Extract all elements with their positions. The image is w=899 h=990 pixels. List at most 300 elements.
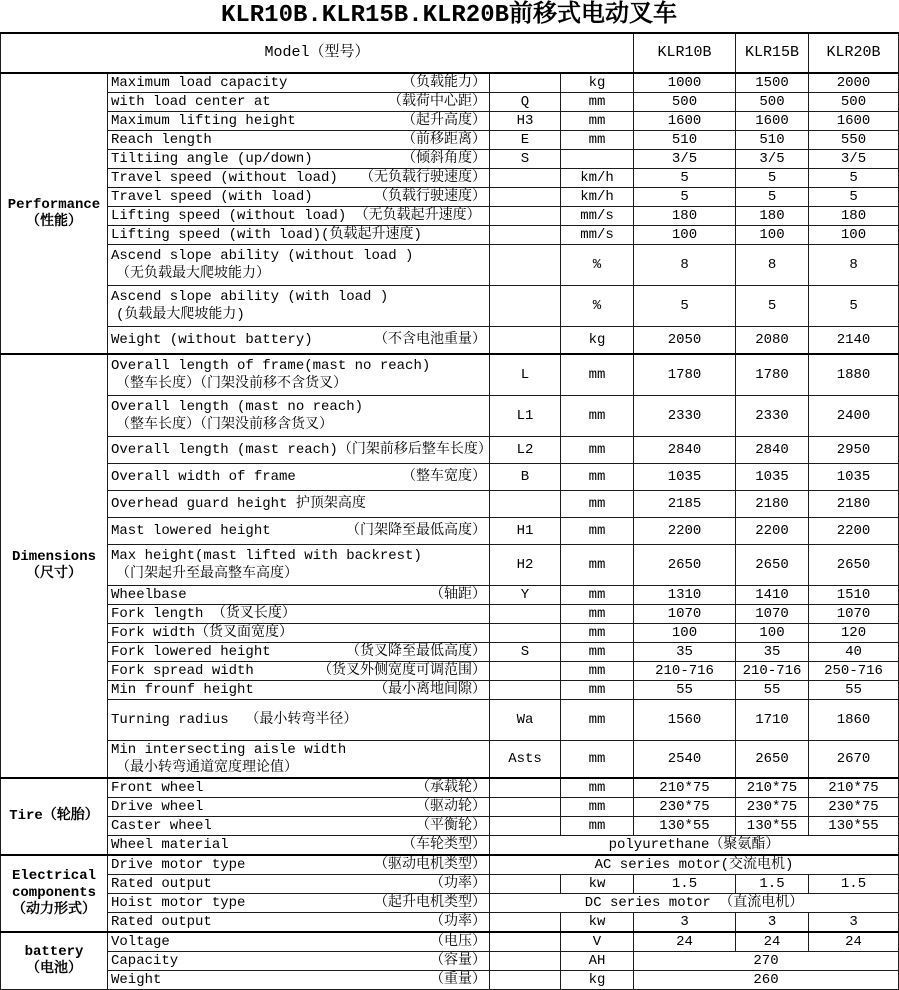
spanning-value-cell: polyurethane（聚氨酯）	[490, 836, 899, 856]
unit-cell: mm	[561, 491, 634, 518]
value-cell: 500	[634, 93, 736, 112]
value-cell: 210-716	[736, 662, 809, 681]
value-cell: 500	[736, 93, 809, 112]
symbol-cell: H3	[490, 112, 561, 131]
value-cell: 1780	[634, 354, 736, 396]
param-cell	[108, 207, 490, 226]
value-cell: 1500	[736, 73, 809, 93]
table-row	[1, 741, 899, 779]
unit-cell: kg	[561, 327, 634, 355]
symbol-cell	[490, 245, 561, 286]
param-name-en: Travel speed (without load)	[111, 170, 338, 186]
param-line	[111, 398, 486, 416]
value-cell: 2140	[809, 327, 899, 355]
param-line	[111, 150, 486, 168]
table-row	[1, 700, 899, 741]
param-line	[111, 894, 486, 912]
param-name-zh: （整车宽度）	[402, 469, 486, 485]
group-label-line: Dimensions	[11, 549, 96, 565]
group-cell-battery	[1, 932, 108, 990]
param-name-zh: （最小转弯通道宽度理论值）	[116, 760, 298, 776]
param-cell	[108, 971, 490, 990]
group-cell-tire	[1, 778, 108, 855]
value-cell: 8	[736, 245, 809, 286]
table-row	[1, 491, 899, 518]
param-cell	[108, 952, 490, 971]
param-line	[111, 586, 486, 604]
value-cell: 1880	[809, 354, 899, 396]
table-row	[1, 643, 899, 662]
param-name-zh: （整车长度）（门架没前移含货叉）	[116, 417, 333, 433]
param-name-zh: （倾斜角度）	[402, 151, 486, 167]
param-cell	[108, 624, 490, 643]
value-cell: 550	[809, 131, 899, 150]
spanning-value-cell: 270	[634, 952, 899, 971]
param-name-zh: （重量）	[430, 972, 486, 988]
param-line	[111, 306, 486, 324]
symbol-cell	[490, 188, 561, 207]
param-name-en: Capacity	[111, 953, 179, 969]
param-name-en: Weight (without battery)	[111, 332, 313, 348]
param-name-zh: （货叉面宽度）	[195, 625, 294, 641]
param-line	[111, 662, 486, 680]
unit-cell: mm	[561, 662, 634, 681]
value-cell: 2200	[809, 518, 899, 545]
param-name-zh: （起升电机类型）	[374, 895, 486, 911]
unit-cell: mm	[561, 396, 634, 437]
value-cell: 35	[736, 643, 809, 662]
param-cell	[108, 491, 490, 518]
page-title: KLR10B.KLR15B.KLR20B前移式电动叉车	[220, 2, 678, 29]
value-cell: 1035	[736, 464, 809, 491]
value-cell: 100	[809, 226, 899, 245]
value-cell: 3/5	[809, 150, 899, 169]
param-name-zh: （前移距离）	[402, 132, 486, 148]
param-name-zh: （车轮类型）	[402, 837, 486, 853]
param-line	[111, 416, 486, 434]
value-cell: 210*75	[809, 778, 899, 798]
symbol-cell: H1	[490, 518, 561, 545]
symbol-cell	[490, 73, 561, 93]
unit-cell: V	[561, 932, 634, 952]
param-name-en: Ascend slope ability (with load )	[111, 289, 389, 305]
param-cell	[108, 817, 490, 836]
param-cell	[108, 662, 490, 681]
symbol-cell: S	[490, 643, 561, 662]
param-name-en: Front wheel	[111, 780, 204, 796]
param-line	[111, 817, 486, 835]
param-name-en: Drive wheel	[111, 799, 204, 815]
param-line	[111, 547, 486, 565]
value-cell: 230*75	[634, 798, 736, 817]
value-cell: 2650	[736, 545, 809, 586]
param-line	[111, 875, 486, 893]
unit-cell: km/h	[561, 169, 634, 188]
table-row	[1, 150, 899, 169]
unit-cell: mm	[561, 624, 634, 643]
symbol-cell: Wa	[490, 700, 561, 741]
value-cell: 100	[736, 226, 809, 245]
param-line	[111, 288, 486, 306]
group-label-line: Electrical	[11, 868, 96, 884]
model-header-row	[1, 33, 899, 73]
value-cell: 510	[736, 131, 809, 150]
group-cell-electrical	[1, 855, 108, 932]
param-line	[111, 643, 486, 661]
value-cell: 2540	[634, 741, 736, 779]
param-name-en: Overall width of frame	[111, 469, 296, 485]
param-cell	[108, 700, 490, 741]
param-line	[111, 836, 486, 854]
param-cell	[108, 778, 490, 798]
group-cell-dimensions	[1, 354, 108, 778]
symbol-cell	[490, 798, 561, 817]
param-cell	[108, 836, 490, 856]
param-name-en: Fork length	[111, 606, 204, 622]
value-cell: 3/5	[634, 150, 736, 169]
value-cell: 210-716	[634, 662, 736, 681]
value-cell: 2840	[634, 437, 736, 464]
param-line	[111, 741, 486, 759]
table-row	[1, 932, 899, 952]
param-name-zh: （无负载起升速度）	[346, 208, 481, 224]
value-cell: 2330	[736, 396, 809, 437]
param-name-en: Overhead guard height	[111, 496, 288, 512]
param-name-zh: （负载行驶速度）	[374, 189, 486, 205]
value-cell: 2080	[736, 327, 809, 355]
value-cell: 1.5	[634, 875, 736, 894]
symbol-cell: H2	[490, 545, 561, 586]
value-cell: 3	[736, 913, 809, 933]
param-name-en: Fork lowered height	[111, 644, 271, 660]
value-cell: 1710	[736, 700, 809, 741]
param-name-zh: （容量）	[430, 953, 486, 969]
table-row	[1, 545, 899, 586]
value-cell: 1.5	[736, 875, 809, 894]
table-row	[1, 875, 899, 894]
param-name-zh: （最小离地间隙）	[374, 682, 486, 698]
value-cell: 100	[634, 624, 736, 643]
param-cell	[108, 169, 490, 188]
table-row	[1, 586, 899, 605]
param-name-zh: （门架起升至最高整车高度）	[116, 566, 298, 582]
value-cell: 2330	[634, 396, 736, 437]
value-cell: 230*75	[809, 798, 899, 817]
param-line	[111, 357, 486, 375]
unit-cell: mm	[561, 643, 634, 662]
param-cell	[108, 741, 490, 779]
value-cell: 1000	[634, 73, 736, 93]
symbol-cell	[490, 913, 561, 933]
group-label-line: Performance	[7, 196, 101, 213]
value-cell: 1510	[809, 586, 899, 605]
unit-cell: AH	[561, 952, 634, 971]
param-name-en: Wheelbase	[111, 587, 187, 603]
group-label-line: （尺寸）	[26, 566, 82, 582]
value-cell: 250-716	[809, 662, 899, 681]
param-cell	[108, 131, 490, 150]
value-cell: 1600	[736, 112, 809, 131]
value-cell: 3	[634, 913, 736, 933]
param-cell	[108, 605, 490, 624]
value-cell: 24	[736, 932, 809, 952]
param-name-en: Turning radius	[111, 712, 229, 728]
param-name-en: Ascend slope ability (without load )	[111, 248, 414, 264]
unit-cell: %	[561, 245, 634, 286]
value-cell: 2200	[634, 518, 736, 545]
table-row	[1, 73, 899, 93]
param-name-en: Overall length of frame(mast no reach)	[111, 358, 431, 374]
value-cell: 120	[809, 624, 899, 643]
param-name-zh: （功率）	[430, 876, 486, 892]
table-row	[1, 396, 899, 437]
group-cell-performance	[1, 73, 108, 354]
param-name-zh: （货叉降至最低高度）	[346, 644, 486, 660]
value-cell: 2000	[809, 73, 899, 93]
param-name-en: Min frounf height	[111, 682, 254, 698]
value-cell: 2200	[736, 518, 809, 545]
param-name-en: Fork spread width	[111, 663, 254, 679]
unit-cell: %	[561, 286, 634, 327]
table-row	[1, 464, 899, 491]
value-cell: 2650	[736, 741, 809, 779]
symbol-cell: Q	[490, 93, 561, 112]
value-cell: 1410	[736, 586, 809, 605]
table-row	[1, 93, 899, 112]
param-cell	[108, 643, 490, 662]
table-row	[1, 913, 899, 933]
param-line	[111, 913, 486, 931]
param-line	[111, 759, 486, 777]
table-row	[1, 952, 899, 971]
param-line	[111, 265, 486, 283]
param-name-en: Max height(mast lifted with backrest)	[111, 548, 422, 564]
value-cell: 210*75	[736, 778, 809, 798]
table-row	[1, 971, 899, 990]
value-cell: 1560	[634, 700, 736, 741]
symbol-cell: S	[490, 150, 561, 169]
unit-cell: mm	[561, 798, 634, 817]
table-row	[1, 188, 899, 207]
symbol-cell	[490, 286, 561, 327]
param-name-zh: （门架降至最低高度）	[346, 523, 486, 539]
value-cell: 2185	[634, 491, 736, 518]
group-label-line: （性能）	[26, 213, 82, 230]
value-cell: 5	[634, 188, 736, 207]
unit-cell: mm	[561, 700, 634, 741]
table-row	[1, 681, 899, 700]
unit-cell: mm	[561, 605, 634, 624]
symbol-cell	[490, 169, 561, 188]
value-cell: 2670	[809, 741, 899, 779]
spanning-value-cell: AC series motor(交流电机)	[490, 855, 899, 875]
param-cell	[108, 545, 490, 586]
param-line	[111, 188, 486, 206]
param-name-en: Wheel material	[111, 837, 229, 853]
unit-cell: mm	[561, 131, 634, 150]
param-cell	[108, 855, 490, 875]
value-cell: 2400	[809, 396, 899, 437]
value-cell: 1780	[736, 354, 809, 396]
value-cell: 5	[634, 286, 736, 327]
spanning-value-cell: DC series motor （直流电机）	[490, 894, 899, 913]
param-name-zh: （平衡轮）	[416, 818, 486, 834]
param-cell	[108, 681, 490, 700]
value-cell: 130*55	[736, 817, 809, 836]
unit-cell: mm	[561, 93, 634, 112]
value-cell: 1035	[809, 464, 899, 491]
symbol-cell	[490, 971, 561, 990]
value-cell: 5	[809, 169, 899, 188]
param-line	[111, 331, 486, 349]
param-name-zh: （起升高度）	[402, 113, 486, 129]
value-cell: 2050	[634, 327, 736, 355]
value-cell: 55	[809, 681, 899, 700]
param-cell	[108, 913, 490, 933]
unit-cell: mm	[561, 681, 634, 700]
param-line	[111, 169, 486, 187]
param-line	[111, 856, 486, 874]
param-name-en: Fork width	[111, 625, 196, 641]
value-cell: 510	[634, 131, 736, 150]
value-cell: 3	[809, 913, 899, 933]
param-name-en: Maximum load capacity	[111, 75, 288, 91]
value-cell: 55	[736, 681, 809, 700]
table-row	[1, 112, 899, 131]
value-cell: 100	[634, 226, 736, 245]
param-cell	[108, 286, 490, 327]
value-cell: 1070	[809, 605, 899, 624]
model-header-cell: Model（型号）	[1, 33, 634, 73]
param-cell	[108, 932, 490, 952]
param-line	[111, 375, 486, 393]
value-cell: 1600	[634, 112, 736, 131]
param-name-en: Voltage	[111, 934, 170, 950]
param-line	[111, 131, 486, 149]
param-cell	[108, 188, 490, 207]
unit-cell: mm	[561, 778, 634, 798]
value-cell: 24	[634, 932, 736, 952]
param-cell	[108, 73, 490, 93]
param-name-en: with load center at	[111, 94, 271, 110]
unit-cell: mm	[561, 354, 634, 396]
symbol-cell: B	[490, 464, 561, 491]
table-row	[1, 437, 899, 464]
param-name-zh: （负载能力）	[402, 75, 486, 91]
model-col-klr20b: KLR20B	[809, 33, 899, 73]
symbol-cell: L	[490, 354, 561, 396]
value-cell: 2950	[809, 437, 899, 464]
unit-cell: mm	[561, 112, 634, 131]
value-cell: 2650	[634, 545, 736, 586]
value-cell: 1310	[634, 586, 736, 605]
param-name-zh: （货叉长度）	[203, 606, 296, 622]
symbol-cell: L2	[490, 437, 561, 464]
value-cell: 5	[736, 286, 809, 327]
param-cell	[108, 518, 490, 545]
param-line	[111, 247, 486, 265]
value-cell: 130*55	[809, 817, 899, 836]
unit-cell: mm	[561, 518, 634, 545]
value-cell: 180	[809, 207, 899, 226]
symbol-cell	[490, 605, 561, 624]
param-name-zh: （无负载最大爬坡能力）	[116, 266, 270, 282]
param-name-en: Reach length	[111, 132, 212, 148]
param-cell	[108, 327, 490, 355]
param-line	[111, 798, 486, 816]
value-cell: 3/5	[736, 150, 809, 169]
param-name-zh: 护顶架高度	[287, 496, 366, 512]
value-cell: 5	[809, 286, 899, 327]
param-name-en: Lifting speed (with load)	[111, 227, 322, 243]
model-col-klr15b: KLR15B	[736, 33, 809, 73]
param-line	[111, 952, 486, 970]
table-row	[1, 817, 899, 836]
param-name-en: Weight	[111, 972, 162, 988]
param-name-en: Maximum lifting height	[111, 113, 296, 129]
param-line	[111, 971, 486, 989]
unit-cell: mm	[561, 437, 634, 464]
param-line	[111, 681, 486, 699]
symbol-cell	[490, 624, 561, 643]
value-cell: 1070	[634, 605, 736, 624]
value-cell: 500	[809, 93, 899, 112]
unit-cell: mm	[561, 586, 634, 605]
group-label-line: battery	[24, 944, 84, 960]
value-cell: 35	[634, 643, 736, 662]
param-name-en: Rated output	[111, 914, 212, 930]
symbol-cell	[490, 817, 561, 836]
value-cell: 5	[634, 169, 736, 188]
symbol-cell	[490, 207, 561, 226]
unit-cell: kw	[561, 875, 634, 894]
table-row	[1, 226, 899, 245]
symbol-cell: L1	[490, 396, 561, 437]
table-row	[1, 836, 899, 856]
param-cell	[108, 396, 490, 437]
symbol-cell: Y	[490, 586, 561, 605]
param-name-en: Tiltiing angle (up/down)	[111, 151, 313, 167]
unit-cell: mm	[561, 817, 634, 836]
symbol-cell: E	[490, 131, 561, 150]
param-cell	[108, 875, 490, 894]
table-row	[1, 354, 899, 396]
symbol-cell	[490, 662, 561, 681]
table-row	[1, 245, 899, 286]
param-cell	[108, 354, 490, 396]
param-name-en: Overall length (mast reach)	[111, 442, 338, 458]
unit-cell: kg	[561, 971, 634, 990]
value-cell: 130*55	[634, 817, 736, 836]
param-name-en: Lifting speed (without load)	[111, 208, 347, 224]
spec-table	[0, 32, 899, 990]
value-cell: 2650	[809, 545, 899, 586]
value-cell: 2180	[736, 491, 809, 518]
param-name-zh: (负载起升速度)	[321, 227, 422, 243]
param-cell	[108, 112, 490, 131]
param-cell	[108, 586, 490, 605]
symbol-cell	[490, 932, 561, 952]
value-cell: 180	[634, 207, 736, 226]
param-cell	[108, 245, 490, 286]
param-name-en: Caster wheel	[111, 818, 212, 834]
unit-cell: km/h	[561, 188, 634, 207]
symbol-cell	[490, 681, 561, 700]
param-name-en: Hoist motor type	[111, 895, 246, 911]
param-cell	[108, 93, 490, 112]
param-cell	[108, 798, 490, 817]
param-line	[111, 779, 486, 797]
